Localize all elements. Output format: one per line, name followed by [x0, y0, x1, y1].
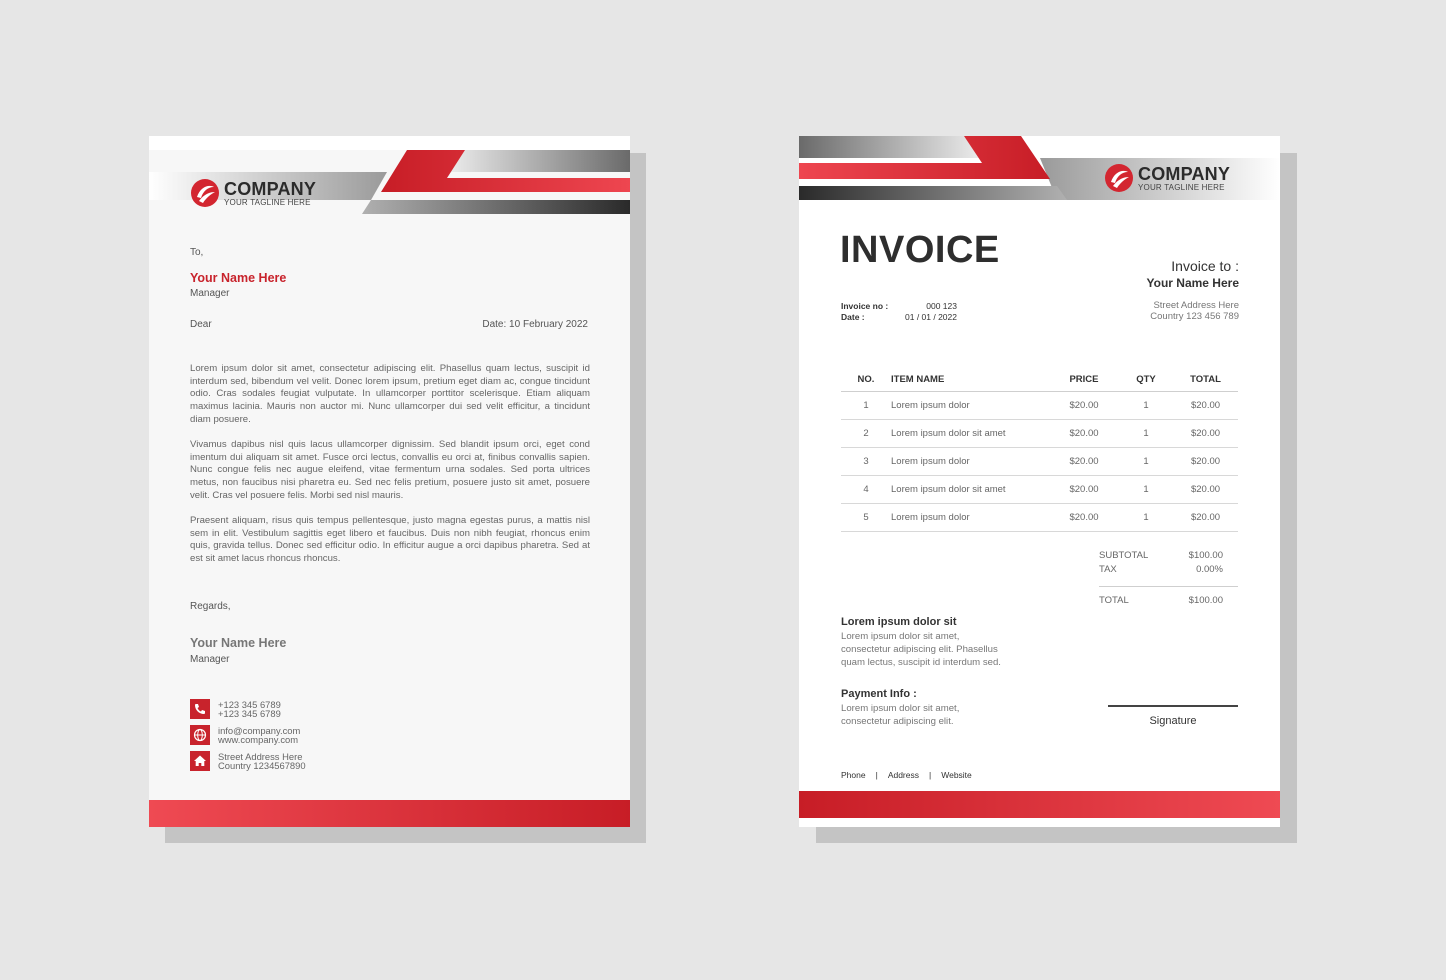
contact-phone-line-1: +123 345 6789 [218, 698, 281, 710]
red-circle-swoosh-icon [190, 178, 220, 208]
table-row [841, 448, 1238, 476]
recipient-name: Your Name Here [190, 271, 287, 285]
item-name: Lorem ipsum dolor [891, 504, 1049, 532]
column-header: NO. [841, 368, 891, 392]
column-header: TOTAL [1173, 368, 1238, 392]
invoice-meta-labels [841, 301, 888, 322]
item-name: Lorem ipsum dolor sit amet [891, 476, 1049, 504]
item-qty: 1 [1119, 420, 1173, 448]
contact-phone [190, 699, 281, 719]
item-total: $20.00 [1173, 392, 1238, 420]
invoice-date-label: Date : [841, 311, 865, 322]
footer-link-phone[interactable]: Phone [841, 770, 866, 780]
company-name: COMPANY [224, 178, 317, 199]
total-value: $100.00 [1188, 595, 1223, 606]
to-label: To, [190, 247, 204, 258]
closing: Regards, [190, 601, 231, 612]
invoice-to-label: Invoice to : [1171, 258, 1239, 274]
note-heading: Lorem ipsum dolor sit [841, 616, 957, 628]
contact-website: www.company.com [218, 734, 299, 745]
invoice-no: 000 123 [926, 301, 957, 311]
payment-text [841, 702, 959, 728]
company-name: COMPANY [1138, 163, 1231, 184]
footer-separator: | [875, 770, 878, 780]
subtotal-label: SUBTOTAL [1099, 550, 1149, 561]
contact-address [190, 751, 306, 771]
item-total: $20.00 [1173, 504, 1238, 532]
invoice-to-address-line-1: Street Address Here [1153, 300, 1239, 311]
item-no: 5 [841, 504, 891, 532]
total-label: TOTAL [1099, 595, 1129, 606]
item-qty: 1 [1119, 476, 1173, 504]
signature-label: Signature [1149, 715, 1197, 727]
item-no: 3 [841, 448, 891, 476]
item-price: $20.00 [1049, 476, 1119, 504]
payment-line: Lorem ipsum dolor sit amet, [841, 703, 960, 714]
recipient-title: Manager [190, 288, 230, 299]
item-price: $20.00 [1049, 392, 1119, 420]
invoice-to-address-line-2: Country 123 456 789 [1150, 310, 1239, 322]
sender-title: Manager [190, 654, 230, 665]
table-row [841, 420, 1238, 448]
salutation: Dear [190, 319, 212, 330]
body-paragraph-3: Praesent aliquam, risus quis tempus pellentesque, justo magna egestas purus, a mattis nisl sem in elit. Vestibulum sagittis eget libero et faucibus. Duis non nibh feugiat, rhoncus enim quis, gravida tellus. Donec sed efficitur odio. In efficitur augue a orci dapibus pharetra. Sed at est sit amet lacus rhoncus rhoncus. [190, 515, 590, 565]
note-line: Lorem ipsum dolor sit amet, [841, 631, 960, 642]
contact-email: info@company.com [218, 724, 301, 736]
footer-link-website[interactable]: Website [941, 770, 972, 780]
invoice-title: INVOICE [840, 229, 1000, 271]
item-price: $20.00 [1049, 504, 1119, 532]
item-no: 1 [841, 392, 891, 420]
tax-row [1099, 564, 1223, 575]
item-total: $20.00 [1173, 448, 1238, 476]
footer-link-address[interactable]: Address [887, 770, 919, 780]
body-paragraph-2: Vivamus dapibus nisl quis lacus ullamcorper dignissim. Sed blandit ipsum orci, eget cond imentum dui aliquam sit amet. Fusce orci lectus, convallis eu orci at, finibus convallis sapien. Nunc congue felis nec augue eleifend, vitae fermentum urna sodales. Sed porta ultrices metus, non faucibus nisi pharetra eu. Sed nec felis pretium, posuere justo sit amet, posuere velit. Cras vel posuere felis. Morbi sed nisl mauris. [190, 439, 590, 501]
note-line: consectetur adipiscing elit. Phasellus [841, 644, 998, 655]
tax-value: 0.00% [1196, 564, 1223, 575]
invoice-date: 01 / 01 / 2022 [905, 311, 957, 322]
item-name: Lorem ipsum dolor [891, 392, 1049, 420]
item-no: 4 [841, 476, 891, 504]
item-no: 2 [841, 420, 891, 448]
invoice-meta-values [905, 301, 957, 322]
totals-divider [1099, 586, 1238, 587]
letterhead-logo [190, 178, 316, 208]
item-price: $20.00 [1049, 448, 1119, 476]
footer-separator: | [929, 770, 932, 780]
item-price: $20.00 [1049, 420, 1119, 448]
item-qty: 1 [1119, 504, 1173, 532]
globe-icon [190, 725, 210, 745]
table-row [841, 392, 1238, 420]
item-total: $20.00 [1173, 420, 1238, 448]
contact-phone-line-2: +123 345 6789 [218, 708, 281, 719]
home-icon [190, 751, 210, 771]
contact-web [190, 725, 300, 745]
tax-label: TAX [1099, 564, 1117, 575]
contact-address-line-2: Country 1234567890 [218, 760, 306, 771]
item-name: Lorem ipsum dolor sit amet [891, 420, 1049, 448]
items-table [841, 368, 1238, 532]
letter-date: Date: 10 February 2022 [482, 319, 588, 330]
signature-line [1108, 705, 1238, 707]
note-text [841, 630, 1001, 669]
subtotal-row [1099, 550, 1223, 561]
invoice-footer-links [841, 770, 972, 780]
column-header: QTY [1119, 368, 1173, 392]
item-qty: 1 [1119, 392, 1173, 420]
letterhead-page [149, 136, 630, 827]
total-row [1099, 595, 1223, 606]
contact-address-line-1: Street Address Here [218, 750, 303, 762]
invoice-page [799, 136, 1280, 827]
item-total: $20.00 [1173, 476, 1238, 504]
note-line: quam lectus, suscipit id interdum sed. [841, 657, 1001, 668]
sender-name: Your Name Here [190, 636, 287, 650]
table-row [841, 504, 1238, 532]
subtotal-value: $100.00 [1188, 550, 1223, 561]
body-paragraph-1: Lorem ipsum dolor sit amet, consectetur adipiscing elit. Phasellus quam lectus, suscipit id interdum sed, bibendum vel velit. Donec lorem ipsum, pretium eget diam ac, congue tincidunt odio. Cras sodales feugiat vulputate. In ullamcorper porttitor scelerisque. Etiam aliquam maximus lacinia. Mauris non auctor mi. Nunc ullamcorper dui sed velit efficitur, a tincidunt diam posuere. [190, 363, 590, 425]
invoice-to-address [1150, 301, 1239, 322]
invoice-logo [1104, 163, 1230, 193]
phone-icon [190, 699, 210, 719]
company-tagline: YOUR TAGLINE HERE [224, 197, 311, 207]
invoice-no-label: Invoice no : [841, 301, 889, 311]
column-header: ITEM NAME [891, 368, 1049, 392]
item-qty: 1 [1119, 448, 1173, 476]
payment-heading: Payment Info : [841, 688, 917, 700]
payment-line: consectetur adipiscing elit. [841, 716, 954, 727]
item-name: Lorem ipsum dolor [891, 448, 1049, 476]
red-circle-swoosh-icon [1104, 163, 1134, 193]
company-tagline: YOUR TAGLINE HERE [1138, 182, 1225, 192]
items-table-header [841, 368, 1238, 392]
table-row [841, 476, 1238, 504]
column-header: PRICE [1049, 368, 1119, 392]
invoice-to-name: Your Name Here [1146, 276, 1239, 290]
